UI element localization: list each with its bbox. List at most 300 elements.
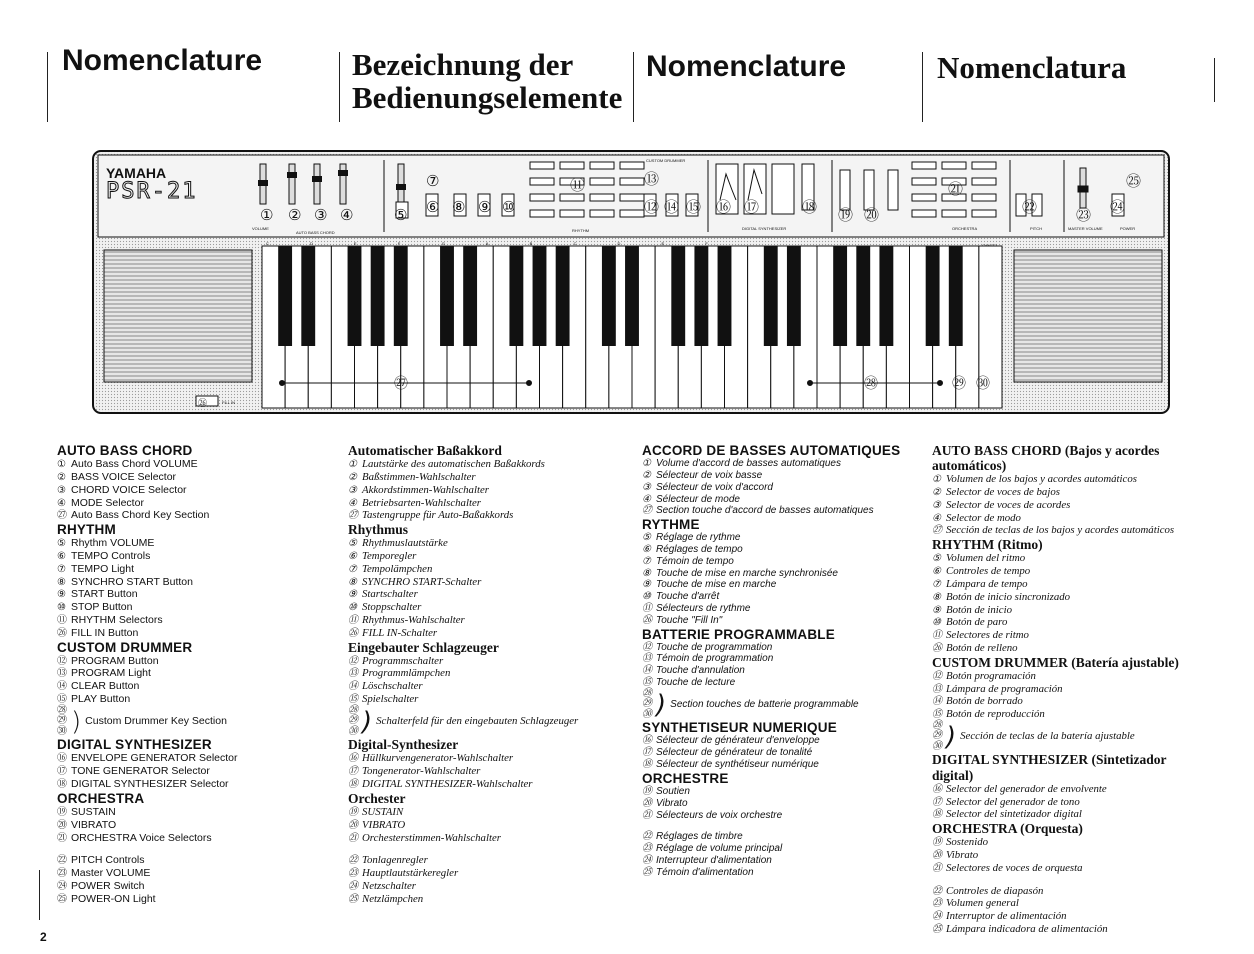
label-master-volume: MASTER VOLUME [1068, 226, 1103, 231]
list-item [642, 494, 917, 506]
section-heading: CUSTOM DRUMMER (Batería ajustable) [932, 654, 1179, 670]
section-heading: Eingebauter Schlagzeuger [348, 639, 499, 655]
item-number: ⑳ [57, 819, 67, 831]
item-number: ⑩ [932, 617, 941, 629]
item-text: Custom Drummer Key Section [85, 715, 227, 728]
list-item [57, 497, 327, 510]
item-text: Tastengruppe für Auto-Baßakkords [362, 509, 514, 522]
list-item [348, 832, 623, 845]
list-item [57, 550, 327, 563]
item-number: ⑥ [932, 566, 941, 578]
divider-line [1214, 58, 1215, 102]
black-key [625, 246, 639, 346]
left-speaker [104, 250, 252, 382]
item-number: ㉙ [932, 730, 942, 742]
list-item [348, 497, 623, 510]
list-item [642, 505, 917, 517]
note-label: C [573, 241, 577, 246]
list-item [932, 683, 1210, 696]
item-number: ⑥ [57, 551, 66, 562]
item-text: Sélecteur de synthétiseur numérique [656, 759, 819, 771]
item-number: ㉒ [57, 855, 67, 867]
section-heading: CUSTOM DRUMMER [57, 639, 193, 655]
item-text: PROGRAM Button [71, 654, 159, 667]
item-number: ㉙ [642, 698, 652, 710]
item-number: ⑫ [57, 655, 67, 667]
item-number: ⑬ [57, 668, 67, 680]
item-number: ㉗ [932, 525, 942, 537]
column-french [642, 443, 917, 879]
item-number: ⑦ [932, 578, 941, 590]
label-power: POWER [1120, 226, 1136, 231]
model-logo: PSR-21 [106, 179, 198, 204]
list-item [932, 836, 1210, 849]
black-key [856, 246, 870, 346]
black-key [833, 246, 847, 346]
marker-27: ㉗ [394, 376, 408, 392]
section-heading: Digital-Synthesizer [348, 737, 459, 753]
item-text: Tongenerator-Wahlschalter [362, 765, 481, 778]
item-number: ⑪ [642, 602, 652, 614]
note-label: E [353, 241, 357, 246]
item-text: ORCHESTRA Voice Selectors [71, 831, 212, 844]
list-item [932, 524, 1210, 537]
list-item [932, 885, 1210, 898]
item-number: ⑯ [642, 735, 652, 747]
item-text: TEMPO Controls [71, 550, 151, 562]
list-item [642, 532, 917, 544]
item-number: ⑱ [348, 779, 358, 791]
list-item [348, 563, 623, 576]
item-text: Netzschalter [362, 879, 416, 892]
list-item [57, 601, 327, 614]
item-number: ⑮ [932, 709, 942, 721]
item-number: ⑳ [642, 797, 652, 809]
item-number: ㉔ [932, 911, 942, 923]
item-number: ④ [57, 497, 66, 509]
black-key [694, 246, 708, 346]
keyboard-illustration [92, 150, 1172, 416]
item-number: ⑧ [642, 567, 651, 579]
item-text: Tempolämpchen [362, 562, 433, 575]
list-item [57, 880, 327, 893]
item-number: ① [642, 458, 651, 470]
item-number: ⑱ [932, 809, 942, 821]
brand-logo: YAMAHA [106, 165, 167, 181]
label-fill-in: FILL IN [222, 400, 235, 405]
item-text: Rhythmuslautstärke [362, 537, 448, 550]
item-number: ㉘ [348, 704, 358, 716]
list-item [642, 653, 917, 665]
list-item [348, 680, 623, 693]
item-text: Temporegler [362, 550, 417, 562]
list-item [348, 471, 623, 484]
list-item [642, 591, 917, 603]
item-number: ⑧ [57, 576, 66, 588]
item-number: ⑲ [932, 837, 942, 849]
list-item [642, 735, 917, 747]
item-number: ⑫ [348, 655, 358, 667]
item-text: Volumen de los bajos y acordes automáticos [946, 473, 1137, 486]
list-item [348, 537, 623, 550]
item-number: ㉚ [348, 725, 358, 737]
item-text: Hüllkurvengenerator-Wahlschalter [362, 752, 514, 765]
item-text: Betriebsarten-Wahlschalter [362, 496, 481, 509]
item-number: ㉑ [642, 809, 652, 821]
item-text: VIBRATO [71, 818, 117, 831]
item-text: Botón programación [946, 669, 1036, 682]
item-number: ⑰ [642, 747, 652, 759]
item-text: TEMPO Light [71, 562, 135, 575]
list-item [57, 509, 327, 522]
item-number: ⑧ [932, 591, 941, 603]
item-text: Botón de relleno [946, 641, 1018, 654]
list-item [57, 614, 327, 627]
divider-line [922, 52, 923, 122]
item-number: ㉙ [348, 715, 358, 727]
item-text: Baßstimmen-Wahlschalter [362, 470, 476, 483]
section-heading: AUTO BASS CHORD (Bajos y acordes automáticos) [932, 443, 1160, 474]
list-item [932, 862, 1210, 875]
item-number: ⑨ [348, 589, 357, 601]
item-text: Selector de voces de acordes [946, 498, 1071, 511]
section-heading: RHYTHM [57, 522, 116, 538]
item-text: Touche de mise en marche [656, 579, 777, 591]
list-item [57, 806, 327, 819]
item-number: ⑩ [642, 591, 651, 603]
title-french: Nomenclature [646, 50, 847, 83]
label-rhythm: RHYTHM [572, 228, 590, 233]
list-item [932, 910, 1210, 923]
list-item [642, 855, 917, 867]
item-number: ㉚ [932, 740, 942, 752]
item-text: Sélecteur de mode [656, 493, 740, 505]
item-text: Auto Bass Chord Key Section [71, 509, 210, 522]
list-item [932, 616, 1210, 629]
item-number: ③ [348, 484, 357, 496]
item-text: Löschschalter [362, 680, 423, 693]
item-text: Sélecteur de générateur d'enveloppe [656, 735, 820, 747]
item-text: Vibrato [946, 849, 979, 861]
black-key [764, 246, 778, 346]
item-text: PITCH Controls [71, 854, 145, 867]
marker-5: ⑤ [394, 206, 408, 224]
item-text: Selectores de ritmo [946, 629, 1029, 642]
note-label: D [309, 241, 313, 246]
item-number: ⑰ [932, 796, 942, 808]
item-number: ㉓ [642, 843, 652, 855]
list-item [642, 759, 917, 771]
item-number: ⑩ [57, 602, 66, 614]
item-number: ⑨ [932, 604, 941, 616]
item-text: Volumen del ritmo [946, 552, 1026, 565]
item-number: ㉗ [348, 510, 358, 522]
item-number: ㉘ [57, 704, 67, 716]
list-item [57, 627, 327, 640]
note-label: G [441, 241, 445, 246]
item-text: Touche d'annulation [656, 665, 745, 677]
label-volume: VOLUME [252, 226, 269, 231]
list-item [348, 778, 623, 791]
marker-17: ⑰ [744, 198, 760, 216]
marker-10: ⑩ [502, 198, 516, 216]
item-text: Sección de teclas de los bajos y acordes automáticos [946, 524, 1175, 537]
item-text: Volumen general [946, 897, 1019, 910]
list-item [642, 579, 917, 591]
title-german: Bezeichnung der Bedienungselemente [352, 47, 623, 116]
marker-7: ⑦ [426, 172, 440, 190]
item-text: Spielschalter [362, 693, 419, 706]
item-number: ⑦ [57, 563, 66, 575]
item-text: Rhythm VOLUME [71, 537, 155, 550]
marker-6: ⑥ [426, 198, 440, 216]
brace-icon: ) [656, 689, 667, 720]
item-number: ㉖ [932, 642, 942, 654]
list-item [57, 576, 327, 589]
marker-18: ⑱ [802, 198, 818, 216]
list-item [348, 806, 623, 819]
item-text: Touche d'arrêt [656, 591, 720, 603]
item-number: ⑲ [57, 806, 67, 818]
brace-icon: ) [946, 721, 957, 752]
item-text: VIBRATO [362, 818, 406, 831]
marker-13: ⑬ [644, 170, 660, 188]
item-text: Akkordstimmen-Wahlschalter [362, 483, 489, 496]
item-number: ⑫ [642, 641, 652, 653]
item-number: ② [642, 469, 651, 481]
black-key [509, 246, 523, 346]
list-item [348, 893, 623, 906]
column-german [348, 443, 623, 906]
item-text: CHORD VOICE Selector [71, 483, 187, 496]
item-text: Orchesterstimmen-Wahlschalter [362, 831, 501, 844]
item-text: Lámpara de tempo [946, 577, 1028, 590]
note-label: E [661, 241, 665, 246]
item-text: Lautstärke des automatischen Baßakkords [362, 458, 545, 471]
black-key [440, 246, 454, 346]
section-heading: SYNTHETISEUR NUMERIQUE [642, 720, 837, 736]
list-item [57, 752, 327, 765]
item-text: Programmschalter [362, 654, 444, 667]
item-number: ⑰ [348, 766, 358, 778]
item-text: Réglages de tempo [656, 544, 743, 555]
list-item [57, 819, 327, 832]
item-number: ④ [932, 512, 941, 524]
list-item [57, 854, 327, 867]
item-number: ⑲ [348, 806, 358, 818]
item-number: ⑯ [348, 753, 358, 765]
item-number: ⑧ [348, 576, 357, 588]
list-item [932, 629, 1210, 642]
list-item [348, 655, 623, 668]
item-text: Botón de inicio sincronizado [946, 590, 1071, 603]
item-number: ㉓ [348, 868, 358, 880]
list-item [57, 588, 327, 601]
section-heading: ACCORD DE BASSES AUTOMATIQUES [642, 443, 901, 458]
item-number: ⑦ [642, 555, 651, 567]
black-key [301, 246, 315, 346]
item-number: ⑤ [932, 553, 941, 565]
list-item [932, 849, 1210, 862]
list-item [642, 677, 917, 689]
list-item [348, 484, 623, 497]
item-number: ㉔ [642, 854, 652, 866]
list-item [642, 747, 917, 759]
grouped-item [57, 706, 327, 738]
black-key [463, 246, 477, 346]
list-item [57, 680, 327, 693]
item-number: ④ [642, 493, 651, 505]
list-item [932, 808, 1210, 821]
list-item [932, 708, 1210, 721]
marker-28: ㉘ [864, 376, 878, 392]
item-text: Sélecteur de générateur de tonalité [656, 747, 813, 759]
item-number: ① [932, 474, 941, 486]
list-item [348, 614, 623, 627]
item-text: FILL IN-Schalter [362, 626, 438, 639]
label-orchestra: ORCHESTRA [952, 226, 978, 231]
list-item [57, 458, 327, 471]
section-heading: ORCHESTRA (Orquesta) [932, 821, 1083, 837]
list-item [932, 796, 1210, 809]
list-item [348, 880, 623, 893]
marker-24: ㉔ [1110, 198, 1126, 216]
list-item [57, 471, 327, 484]
marker-11: ⑪ [570, 176, 586, 194]
marker-26: ㉖ [198, 399, 208, 409]
list-item [642, 810, 917, 822]
list-item [932, 473, 1210, 486]
marker-8: ⑧ [452, 198, 466, 216]
item-number: ③ [932, 499, 941, 511]
list-item [642, 568, 917, 580]
list-item [642, 470, 917, 482]
item-text: Touche de lecture [656, 677, 736, 689]
item-text: PROGRAM Light [71, 667, 151, 680]
item-number: ㉒ [932, 885, 942, 897]
item-number: ⑪ [57, 614, 67, 626]
marker-4: ④ [340, 206, 354, 224]
item-number: ㉕ [932, 923, 942, 935]
item-number: ⑭ [642, 665, 652, 677]
black-key [671, 246, 685, 346]
item-number: ㉚ [57, 725, 67, 737]
column-spanish [932, 443, 1210, 936]
list-item [57, 867, 327, 880]
item-number: ㉖ [642, 614, 652, 626]
marker-21: ㉑ [948, 180, 964, 198]
item-text: Botón de inicio [946, 603, 1012, 616]
list-item [932, 695, 1210, 708]
section-heading: BATTERIE PROGRAMMABLE [642, 626, 835, 642]
item-number: ㉒ [348, 855, 358, 867]
item-text: Tonlagenregler [362, 854, 428, 867]
item-number: ⑳ [348, 819, 358, 831]
list-item [348, 765, 623, 778]
item-text: POWER Switch [71, 879, 145, 892]
list-item [348, 509, 623, 522]
list-item [642, 482, 917, 494]
item-text: RHYTHM Selectors [71, 613, 163, 626]
section-heading: Orchester [348, 790, 406, 806]
list-item [57, 778, 327, 791]
item-number: ⑭ [57, 681, 67, 693]
note-label: A [485, 241, 489, 246]
item-number: ⑤ [642, 532, 651, 544]
item-text: ENVELOPE GENERATOR Selector [71, 752, 238, 765]
item-number: ⑯ [932, 783, 942, 795]
list-item [57, 655, 327, 668]
item-number: ⑯ [57, 753, 67, 765]
list-item [348, 693, 623, 706]
item-text: Sélecteurs de voix orchestre [656, 809, 783, 821]
marker-9: ⑨ [478, 198, 492, 216]
marker-16: ⑯ [716, 198, 732, 216]
item-text: Témoin de programmation [656, 653, 774, 665]
list-item [57, 693, 327, 706]
black-key [602, 246, 616, 346]
label-pitch: PITCH [1030, 226, 1042, 231]
item-number: ㉒ [642, 831, 652, 843]
item-number: ㉓ [57, 868, 67, 880]
item-number: ⑬ [932, 683, 942, 695]
item-number: ㉙ [57, 715, 67, 727]
marker-23: ㉓ [1076, 206, 1092, 224]
item-text: Master VOLUME [71, 867, 151, 880]
section-heading: DIGITAL SYNTHESIZER (Sintetizador digital) [932, 752, 1167, 783]
black-key [394, 246, 408, 346]
title-spanish: Nomenclatura [937, 50, 1127, 85]
item-number: ① [57, 459, 66, 471]
list-item [57, 563, 327, 576]
list-item [932, 604, 1210, 617]
item-text: Interruptor de alimentación [946, 910, 1067, 923]
list-item [932, 642, 1210, 655]
item-text: Controles de diapasón [946, 884, 1044, 897]
list-item [932, 578, 1210, 591]
item-text: Touche de mise en marche synchronisée [656, 567, 838, 579]
item-number: ② [57, 471, 66, 483]
item-text: Selector de modo [946, 511, 1021, 524]
item-number: ⑩ [348, 602, 357, 614]
list-item [348, 601, 623, 614]
item-text: Programmlämpchen [362, 667, 451, 680]
list-item [932, 552, 1210, 565]
list-item [57, 893, 327, 906]
item-number: ㉑ [57, 832, 67, 844]
item-number: ⑥ [348, 551, 357, 562]
list-item [642, 556, 917, 568]
item-text: Interrupteur d'alimentation [656, 854, 772, 866]
list-item [932, 486, 1210, 499]
item-text: CLEAR Button [71, 680, 140, 693]
black-key [949, 246, 963, 346]
list-item [932, 897, 1210, 910]
list-item [348, 752, 623, 765]
divider-line [47, 52, 48, 122]
marker-12: ⑫ [644, 198, 660, 216]
note-label: F [705, 241, 708, 246]
item-number: ⑤ [348, 538, 357, 550]
item-text: Volume d'accord de basses automatiques [656, 458, 841, 470]
item-text: SYNCHRO START-Schalter [362, 575, 482, 588]
list-item [57, 484, 327, 497]
list-item [642, 867, 917, 879]
item-number: ㉑ [932, 862, 942, 874]
item-text: Selector de voces de bajos [946, 486, 1060, 499]
item-number: ⑪ [348, 614, 358, 626]
marker-3: ③ [314, 206, 328, 224]
